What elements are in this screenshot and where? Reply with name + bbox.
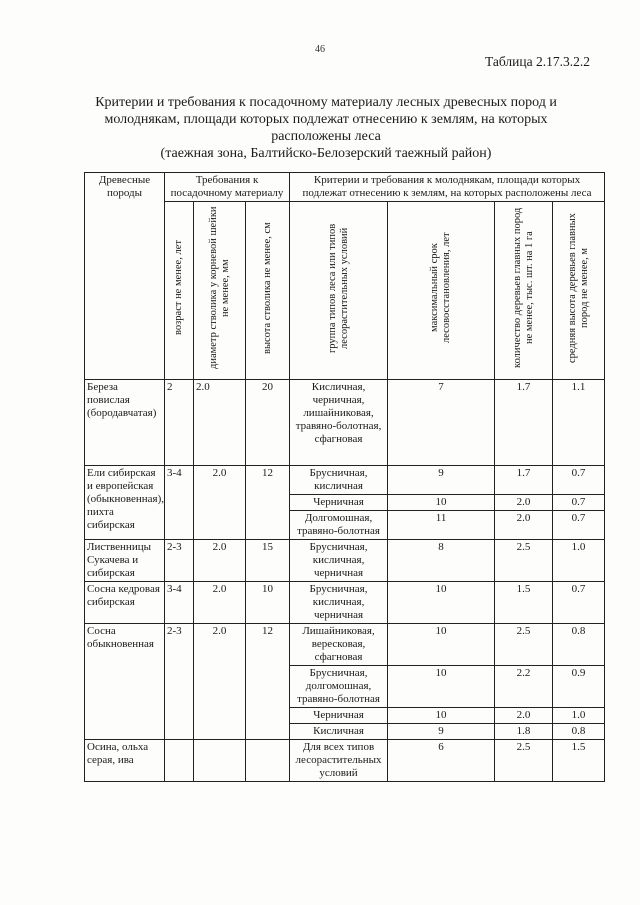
cell-max-term: 10 xyxy=(388,624,495,666)
cell-species: Сосна кедровая сибирская xyxy=(85,582,165,624)
table-row xyxy=(85,466,605,495)
cell-forest-type: Брусничная, кисличная xyxy=(290,466,388,495)
cell-age: 2-3 xyxy=(165,624,194,740)
cell-avg-height: 0.7 xyxy=(553,582,605,624)
cell-diameter xyxy=(194,740,246,782)
document-title xyxy=(76,94,576,162)
cell-count: 2.5 xyxy=(495,624,553,666)
table-row xyxy=(85,380,605,466)
cell-species: Береза повислая (бородавчатая) xyxy=(85,380,165,466)
cell-max-term: 8 xyxy=(388,540,495,582)
title-line: молоднякам, площади которых подлежат отнесению к землям, на которых xyxy=(104,112,548,127)
cell-count: 2.0 xyxy=(495,708,553,724)
header-age: возраст не менее, лет xyxy=(165,202,194,380)
cell-max-term: 6 xyxy=(388,740,495,782)
cell-age: 3-4 xyxy=(165,466,194,540)
cell-species: Лиственницы Сукачева и сибирская xyxy=(85,540,165,582)
cell-age: 2-3 xyxy=(165,540,194,582)
title-line: Критерии и требования к посадочному материалу лесных древесных пород и xyxy=(95,95,557,110)
cell-avg-height: 0.7 xyxy=(553,466,605,495)
cell-max-term: 7 xyxy=(388,380,495,466)
cell-avg-height: 1.0 xyxy=(553,540,605,582)
cell-height: 12 xyxy=(246,624,290,740)
cell-max-term: 10 xyxy=(388,495,495,511)
cell-avg-height: 0.8 xyxy=(553,724,605,740)
cell-max-term: 11 xyxy=(388,511,495,540)
cell-diameter: 2.0 xyxy=(194,540,246,582)
table-row xyxy=(85,540,605,582)
cell-diameter: 2.0 xyxy=(194,624,246,740)
cell-avg-height: 0.7 xyxy=(553,495,605,511)
cell-height: 12 xyxy=(246,466,290,540)
cell-max-term: 9 xyxy=(388,724,495,740)
cell-species: Сосна обыкновенная xyxy=(85,624,165,740)
cell-count: 1.7 xyxy=(495,466,553,495)
title-subtitle: (таежная зона, Балтийско-Белозерский таежный район) xyxy=(160,146,492,161)
header-planting-material: Требования к посадочному материалу xyxy=(165,173,290,202)
header-young-stands: Критерии и требования к молоднякам, площади которых подлежат отнесению к землям, на которых расположены леса xyxy=(290,173,605,202)
header-height: высота стволика не менее, см xyxy=(246,202,290,380)
cell-height: 10 xyxy=(246,582,290,624)
cell-avg-height: 0.8 xyxy=(553,624,605,666)
cell-count: 2.2 xyxy=(495,666,553,708)
cell-count: 2.0 xyxy=(495,511,553,540)
cell-avg-height: 1.1 xyxy=(553,380,605,466)
cell-height: 20 xyxy=(246,380,290,466)
cell-forest-type: Долгомошная, травяно-болотная xyxy=(290,511,388,540)
cell-forest-type: Кисличная, черничная, лишайниковая, травяно-болотная, сфагновая xyxy=(290,380,388,466)
cell-height: 15 xyxy=(246,540,290,582)
cell-max-term: 10 xyxy=(388,708,495,724)
cell-diameter: 2.0 xyxy=(194,380,246,466)
cell-count: 2.0 xyxy=(495,495,553,511)
cell-forest-type: Брусничная, долгомошная, травяно-болотная xyxy=(290,666,388,708)
cell-avg-height: 0.7 xyxy=(553,511,605,540)
cell-forest-type: Брусничная, кисличная, черничная xyxy=(290,540,388,582)
cell-diameter: 2.0 xyxy=(194,466,246,540)
table-row xyxy=(85,624,605,666)
header-max-term: максимальный срок лесовосстановления, лет xyxy=(388,202,495,380)
cell-forest-type: Брусничная, кисличная, черничная xyxy=(290,582,388,624)
cell-age xyxy=(165,740,194,782)
criteria-table xyxy=(84,172,605,782)
cell-forest-type: Кисличная xyxy=(290,724,388,740)
page-number: 46 xyxy=(315,44,325,55)
cell-max-term: 10 xyxy=(388,582,495,624)
table-row xyxy=(85,582,605,624)
header-diameter: диаметр стволика у корневой шейки не менее, мм xyxy=(194,202,246,380)
header-species: Древесные породы xyxy=(85,173,165,380)
cell-count: 1.5 xyxy=(495,582,553,624)
cell-count: 2.5 xyxy=(495,740,553,782)
table-label: Таблица 2.17.3.2.2 xyxy=(485,54,590,69)
header-avg-height: средняя высота деревьев главных пород не менее, м xyxy=(553,202,605,380)
cell-age: 2 xyxy=(165,380,194,466)
cell-count: 1.7 xyxy=(495,380,553,466)
cell-max-term: 9 xyxy=(388,466,495,495)
cell-species: Осина, ольха серая, ива xyxy=(85,740,165,782)
cell-forest-type: Черничная xyxy=(290,708,388,724)
cell-species: Ели сибирская и европейская (обыкновенная), пихта сибирская xyxy=(85,466,165,540)
cell-age: 3-4 xyxy=(165,582,194,624)
cell-avg-height: 0.9 xyxy=(553,666,605,708)
title-line: расположены леса xyxy=(271,129,381,144)
cell-avg-height: 1.0 xyxy=(553,708,605,724)
cell-forest-type: Черничная xyxy=(290,495,388,511)
cell-height xyxy=(246,740,290,782)
cell-max-term: 10 xyxy=(388,666,495,708)
table-row xyxy=(85,740,605,782)
cell-forest-type: Лишайниковая, вересковая, сфагновая xyxy=(290,624,388,666)
cell-diameter: 2.0 xyxy=(194,582,246,624)
cell-forest-type: Для всех типов лесорастительных условий xyxy=(290,740,388,782)
cell-avg-height: 1.5 xyxy=(553,740,605,782)
header-count: количество деревьев главных пород не менее, тыс. шт. на 1 га xyxy=(495,202,553,380)
cell-count: 1.8 xyxy=(495,724,553,740)
header-forest-type: группа типов леса или типов лесорастительных условий xyxy=(290,202,388,380)
cell-count: 2.5 xyxy=(495,540,553,582)
